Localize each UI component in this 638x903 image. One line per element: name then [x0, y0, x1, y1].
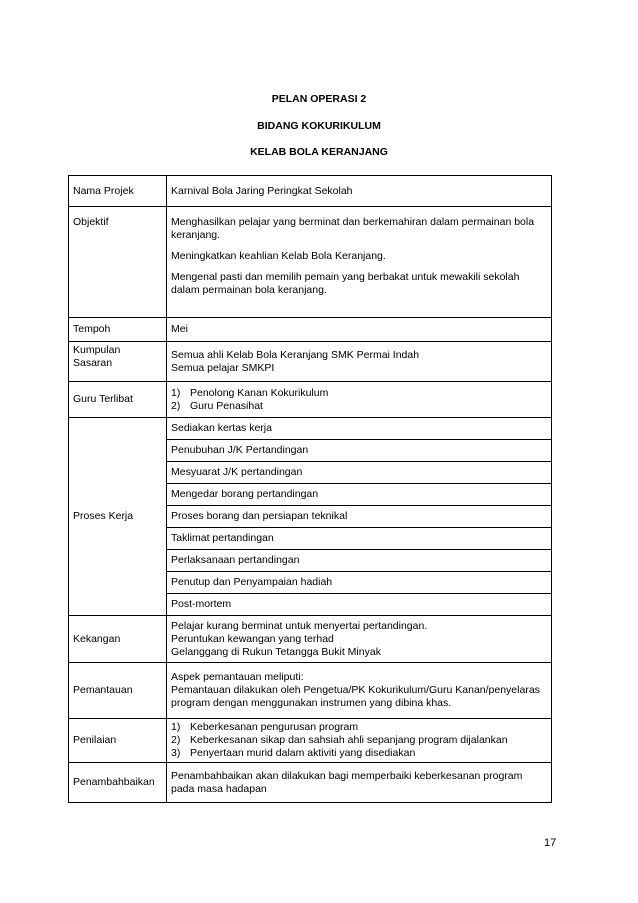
table-row	[69, 207, 552, 318]
constraint-item: Pelajar kurang berminat untuk menyertai pertandingan.	[171, 619, 428, 632]
monitoring-item: Aspek pemantauan meliputi:	[171, 671, 304, 683]
process-step: Taklimat pertandingan	[167, 528, 552, 550]
teacher-list	[171, 387, 547, 413]
title-line-1: PELAN OPERASI 2	[271, 93, 367, 105]
table-row	[69, 616, 552, 663]
row-value: Karnival Bola Jaring Peringkat Sekolah	[167, 176, 552, 207]
table-row	[69, 719, 552, 763]
list-item: 1) Keberkesanan pengurusan program	[171, 721, 359, 733]
constraint-item: Peruntukan kewangan yang terhad	[171, 632, 334, 645]
title-line-2: BIDANG KOKURIKULUM	[257, 120, 381, 132]
process-step: Mesyuarat J/K pertandingan	[167, 462, 552, 484]
row-label: Penambahbaikan	[69, 763, 167, 803]
objective-item: Meningkatkan keahlian Kelab Bola Keranjang.	[171, 250, 386, 262]
row-label: Kumpulan Sasaran	[69, 342, 167, 382]
row-label: Nama Projek	[69, 176, 167, 207]
row-label: Kekangan	[69, 616, 167, 663]
objective-item: Mengenal pasti dan memilih pemain yang berbakat untuk mewakili sekolah dalam permainan bola keranjang.	[171, 271, 520, 296]
table-row	[69, 382, 552, 418]
row-value	[167, 663, 552, 719]
table-row	[69, 663, 552, 719]
table-row	[69, 318, 552, 342]
row-value	[167, 342, 552, 382]
evaluation-list	[171, 721, 547, 760]
list-item: 2) Guru Penasihat	[171, 399, 263, 412]
monitoring-item: Pemantauan dilakukan oleh Pengetua/PK Kokurikulum/Guru Kanan/penyelaras program dengan menggunakan instrumen yang dibina khas.	[171, 684, 540, 709]
row-label: Pemantauan	[69, 663, 167, 719]
process-step: Penutup dan Penyampaian hadiah	[167, 572, 552, 594]
row-value	[167, 719, 552, 763]
list-item: 2) Keberkesanan sikap dan sahsiah ahli sepanjang program dijalankan	[171, 734, 508, 746]
row-value	[167, 616, 552, 663]
process-step: Mengedar borang pertandingan	[167, 484, 552, 506]
table-row	[69, 418, 552, 440]
list-item: 3) Penyertaan murid dalam aktiviti yang disediakan	[171, 747, 416, 759]
process-step: Perlaksanaan pertandingan	[167, 550, 552, 572]
table-row	[69, 176, 552, 207]
row-value	[167, 207, 552, 318]
list-item: 1) Penolong Kanan Kokurikulum	[171, 386, 329, 399]
row-label: Tempoh	[69, 318, 167, 342]
operation-plan-table	[68, 175, 552, 803]
row-label: Guru Terlibat	[69, 382, 167, 418]
target-item: Semua pelajar SMKPI	[171, 361, 275, 374]
process-step: Post-mortem	[167, 594, 552, 616]
row-value: Penambahbaikan akan dilakukan bagi memperbaiki keberkesanan program pada masa hadapan	[167, 763, 552, 803]
process-step: Proses borang dan persiapan teknikal	[167, 506, 552, 528]
page-number: 17	[544, 837, 557, 849]
row-label: Proses Kerja	[69, 418, 167, 616]
row-value	[167, 382, 552, 418]
target-item: Semua ahli Kelab Bola Keranjang SMK Permai Indah	[171, 348, 420, 361]
title-line-3: KELAB BOLA KERANJANG	[250, 146, 388, 158]
row-value: Mei	[167, 318, 552, 342]
objective-item: Menghasilkan pelajar yang berminat dan berkemahiran dalam permainan bola keranjang.	[171, 216, 535, 241]
row-label: Penilaian	[69, 719, 167, 763]
table-row	[69, 763, 552, 803]
table-row	[69, 342, 552, 382]
process-step: Penubuhan J/K Pertandingan	[167, 440, 552, 462]
process-step: Sediakan kertas kerja	[167, 418, 552, 440]
row-label: Objektif	[69, 207, 167, 318]
constraint-item: Gelanggang di Rukun Tetangga Bukit Minyak	[171, 645, 381, 658]
